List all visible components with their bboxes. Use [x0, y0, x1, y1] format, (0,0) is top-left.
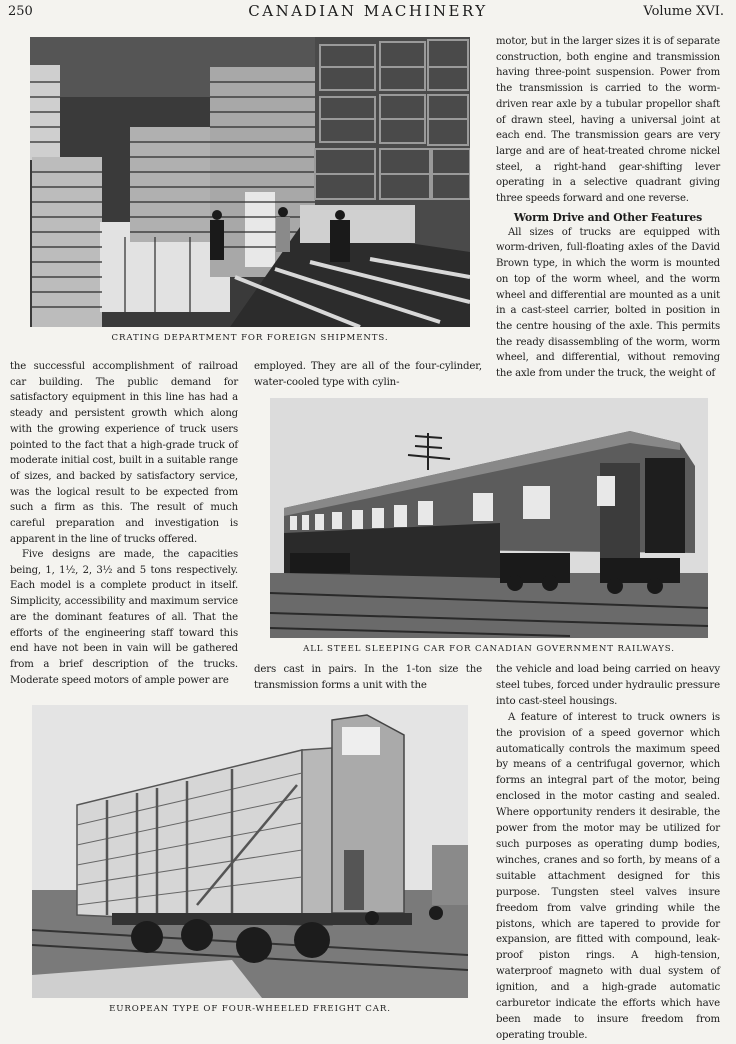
- volume-label: Volume XVI.: [643, 4, 724, 19]
- figure-caption-sleeping-car: ALL STEEL SLEEPING CAR FOR CANADIAN GOVERNMENT RAILWAYS.: [303, 644, 675, 654]
- paragraph: the vehicle and load being carried on heavy steel tubes, forced under hydraulic pressure into cast-steel housings.: [496, 664, 720, 707]
- figure-caption-crating: CRATING DEPARTMENT FOR FOREIGN SHIPMENTS.: [111, 333, 389, 343]
- paragraph: the successful accomplishment of railroad car building. The public demand for satisfactory equipment in this line has had a steady and persistent growth which along with the growing experience of truck users pointed to the fact that a high-grade truck of moderate initial cost, built in a suitable range of sizes, and backed by satisfactory service, was the logical result to be expected from such a firm as this. The result of much careful preparation and investigation is apparent in the line of trucks offered.: [10, 361, 238, 545]
- article-column-right-bottom: [496, 662, 720, 1044]
- paragraph: Five designs are made, the capacities being, 1, 1½, 2, 3½ and 5 tons respectively. Each model is a complete product in itself. Simplicity, accessibility and maximum service are the dominant features of all. That the efforts of the engineering staff toward this end have not been in vain will be gathered from a brief description of the trucks. Moderate speed motors of ample power are: [10, 549, 238, 686]
- paragraph: ders cast in pairs. In the 1-ton size the transmission forms a unit with the: [254, 664, 482, 691]
- article-column-left-p2: [10, 547, 238, 688]
- sleeping-car-photo: [270, 398, 708, 638]
- figure-caption-freight-car: EUROPEAN TYPE OF FOUR-WHEELED FREIGHT CAR.: [109, 1004, 391, 1014]
- page-number: 250: [8, 4, 33, 19]
- article-column-middle-top: [254, 359, 482, 391]
- paragraph: employed. They are all of the four-cylinder, water-cooled type with cylin-: [254, 361, 482, 388]
- paragraph: A feature of interest to truck owners is the provision of a speed governor which automatically controls the maximum speed by means of a centrifugal governor, which forms an integral part of the motor, being enclosed in the motor casting and sealed. Where opportunity renders it desirable, the power from the motor may be utilized for such purposes as operating dump bodies, winches, cranes and so forth, by means of a suitable attachment designed for this purpose. Tungsten steel valves insure freedom from valve grinding while the pistons, which are tapered to provide for expansion, are fitted with compound, leak-proof piston rings. A high-tension, waterproof magneto with dual system of ignition, and a high-grade automatic carburetor indicate the efforts which have been made to insure freedom from operating trouble.: [496, 711, 720, 1041]
- section-subheading: Worm Drive and Other Features: [513, 210, 703, 224]
- crating-department-photo: [30, 37, 470, 327]
- article-column-left: [10, 359, 238, 547]
- freight-car-photo: [32, 705, 468, 998]
- paragraph: motor, but in the larger sizes it is of separate construction, both engine and transmission having three-point suspension. Power from the transmission is carried to the worm-driven rear axle by a tubular propellor shaft of drawn steel, having a universal joint at each end. The transmission gears are very large and are of heat-treated chrome nickel steel, a right-hand gear-shifting lever operating in a selective quadrant giving three speeds forward and one reverse.: [496, 36, 720, 205]
- magazine-title: CANADIAN MACHINERY: [248, 2, 488, 20]
- paragraph: All sizes of trucks are equipped with worm-driven, full-floating axles of the David Brown type, in which the worm is mounted on top of the worm wheel, and the worm wheel and differential are mounted as a unit in a cast-steel carrier, bolted in position in the centre housing of the axle. This permits the ready disassembling of the worm, worm wheel, and differential, without removing the axle from under the truck, the weight of: [496, 226, 720, 380]
- article-column-middle-bottom: [254, 662, 482, 694]
- article-column-right-top: [496, 34, 720, 382]
